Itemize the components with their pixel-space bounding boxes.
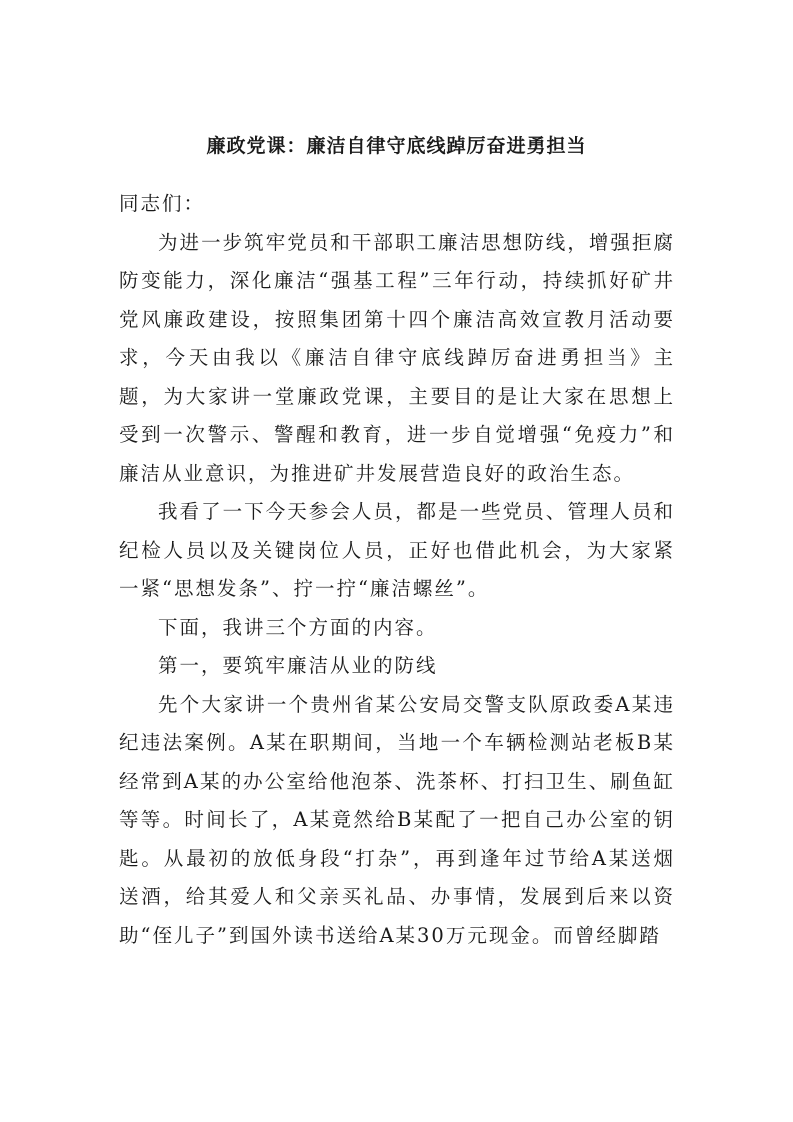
section-heading-first: 第一，要筑牢廉洁从业的防线 xyxy=(158,654,438,677)
paragraph-outline: 下面，我讲三个方面的内容。 xyxy=(158,615,438,639)
paragraph-audience: 我看了一下今天参会人员，都是一些党员、管理人员和纪检人员以及关键岗位人员，正好也借此机会，为大家紧一紧“思想发条”、拧一拧“廉洁螺丝”。 xyxy=(119,500,675,600)
paragraph-intro: 为进一步筑牢党员和干部职工廉洁思想防线，增强拒腐防变能力，深化廉洁“强基工程”三年行动，持续抓好矿井党风廉政建设，按照集团第十四个廉洁高效宣教月活动要求，今天由我以《廉洁自律守底线踔厉奋进勇担当》主题，为大家讲一堂廉政党课，主要目的是让大家在思想上受到一次警示、警醒和教育，进一步自觉增强“免疫力”和廉洁从业意识，为推进矿井发展营造良好的政治生态。 xyxy=(119,230,675,485)
document-title: 廉政党课：廉洁自律守底线踔厉奋进勇担当 xyxy=(206,135,587,157)
salutation: 同志们： xyxy=(119,192,206,215)
paragraph-case-study: 先个大家讲一个贵州省某公安局交警支队原政委A某违纪违法案例。A某在职期间，当地一个车辆检测站老板B某经常到A某的办公室给他泡茶、洗茶杯、打扫卫生、刷鱼缸等等。时间长了，A某竟然给B某配了一把自己办公室的钥匙。从最初的放低身段“打杂”，再到逢年过节给A某送烟送酒，给其爱人和父亲买礼品、办事情，发展到后来以资助“侄儿子”到国外读书送给A某30万元现金。而曾经脚踏 xyxy=(119,692,675,947)
document-body xyxy=(119,185,675,955)
